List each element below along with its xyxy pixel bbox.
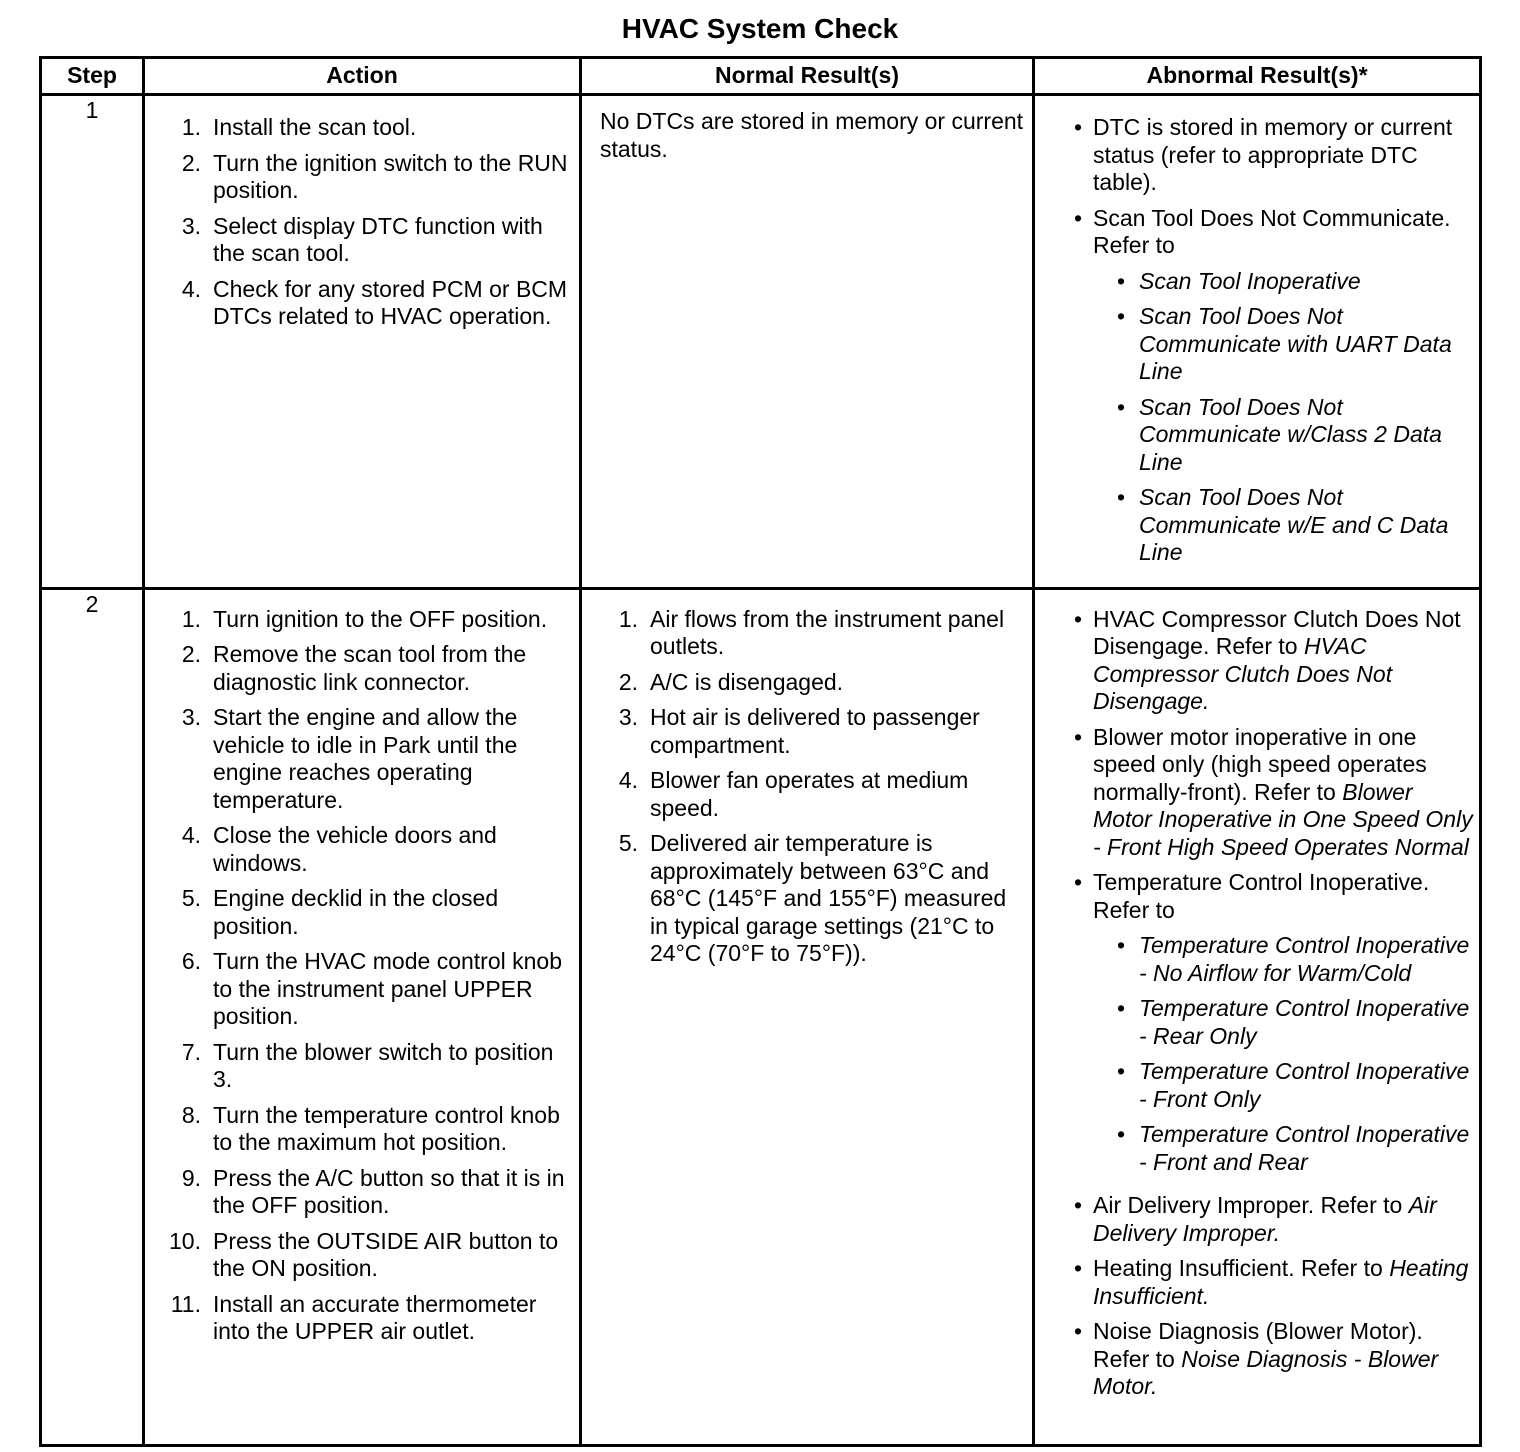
bullet-icon: • — [1073, 1318, 1083, 1344]
list-item: 4. Blower fan operates at medium speed. — [618, 767, 969, 821]
bullet-icon: • — [1073, 1255, 1083, 1281]
reference-link: Scan Tool Does Not Communicate with UART Data Line — [1139, 303, 1452, 384]
list-item: • Noise Diagnosis (Blower Motor). Refer to Noise Diagnosis - Blower Motor. — [1049, 1318, 1473, 1401]
abnormal-result-cell — [1034, 588, 1481, 1445]
bullet-icon: • — [1116, 1058, 1125, 1084]
bullet-icon: • — [1073, 605, 1083, 632]
list-item: • Heating Insufficient. Refer to Heating Insufficient. — [1049, 1255, 1473, 1310]
list-item: • Temperature Control Inoperative. Refer to • Temperature Control Inoperative - No Airflow for Warm/Cold • Temperature Control Inoperative - Rear Only • Temperature Control Inoperative - Front Only • Temperature Control Inoperative - Front and Rear — [1049, 869, 1473, 1184]
abnormal-list — [1049, 606, 1473, 1401]
step-number: 2 — [41, 588, 144, 1445]
list-item: 3. Hot air is delivered to passenger compartment. — [618, 704, 980, 758]
bullet-icon: • — [1116, 484, 1125, 510]
normal-result-cell — [581, 95, 1034, 589]
action-list — [159, 606, 573, 1346]
sub-list — [1093, 268, 1473, 567]
action-cell — [144, 588, 581, 1445]
list-item — [1049, 394, 1473, 477]
bullet-icon: • — [1073, 869, 1083, 895]
list-item — [1049, 268, 1473, 296]
list-item: 2. Remove the scan tool from the diagnostic link connector. — [181, 641, 527, 695]
step-number: 1 — [41, 95, 144, 589]
list-item: 5. Delivered air temperature is approximately between 63°C and 68°C (145°F and 155°F) measured in typical garage settings (21°C to 24°C (70°F to 75°F)). — [618, 830, 1007, 966]
abnormal-result-cell — [1034, 95, 1481, 589]
table-row-step-1 — [41, 95, 1481, 589]
bullet-icon: • — [1116, 393, 1125, 420]
bullet-icon: • — [1116, 932, 1125, 958]
reference-link: HVAC Compressor Clutch Does Not Disengage. — [1093, 633, 1393, 714]
bullet-icon: • — [1073, 204, 1083, 231]
reference-link: Temperature Control Inoperative - Rear Only — [1139, 995, 1470, 1049]
list-item: 3. Start the engine and allow the vehicle to idle in Park until the engine reaches operating temperature. — [181, 704, 518, 813]
list-item — [1049, 1058, 1473, 1113]
bullet-icon: • — [1073, 114, 1083, 140]
list-item: 8. Turn the temperature control knob to the maximum hot position. — [181, 1101, 560, 1155]
table-row-step-2 — [41, 588, 1481, 1445]
reference-link: Temperature Control Inoperative - Front and Rear — [1139, 1121, 1470, 1175]
header-normal-results: Normal Result(s) — [581, 58, 1034, 95]
list-item: 5. Engine decklid in the closed position. — [181, 885, 499, 939]
list-item: 1. Air flows from the instrument panel outlets. — [618, 605, 1005, 659]
normal-result-text: No DTCs are stored in memory or current status. — [600, 108, 1024, 162]
bullet-icon: • — [1073, 1192, 1083, 1218]
list-item: • DTC is stored in memory or current status (refer to appropriate DTC table). — [1049, 114, 1473, 197]
list-item: 1. Install the scan tool. — [181, 114, 417, 140]
list-item: • Air Delivery Improper. Refer to Air Delivery Improper. — [1049, 1192, 1473, 1247]
bullet-icon: • — [1116, 303, 1125, 329]
list-item: 11. Install an accurate thermometer into the UPPER air outlet. — [170, 1290, 537, 1344]
action-list — [159, 114, 573, 331]
bullet-icon: • — [1116, 267, 1125, 294]
list-item: • HVAC Compressor Clutch Does Not Disengage. Refer to HVAC Compressor Clutch Does Not Disengage. — [1049, 606, 1473, 716]
list-item: 9. Press the A/C button so that it is in the OFF position. — [181, 1164, 565, 1218]
list-item — [1049, 932, 1473, 987]
list-item: 7. Turn the blower switch to position 3. — [181, 1038, 554, 1092]
list-item — [1049, 995, 1473, 1050]
list-item: • Blower motor inoperative in one speed only (high speed operates normally-front). Refer to Blower Motor Inoperative in One Speed Only - Front High Speed Operates Normal — [1049, 724, 1473, 862]
action-cell — [144, 95, 581, 589]
normal-result-cell — [581, 588, 1034, 1445]
header-row — [41, 58, 1481, 95]
reference-link: Scan Tool Does Not Communicate w/E and C Data Line — [1139, 484, 1449, 565]
hvac-check-table — [39, 56, 1482, 1447]
list-item: 1. Turn ignition to the OFF position. — [181, 605, 548, 632]
list-item: 6. Turn the HVAC mode control knob to the instrument panel UPPER position. — [181, 948, 562, 1029]
reference-link: Noise Diagnosis - Blower Motor. — [1093, 1345, 1439, 1399]
bullet-icon: • — [1116, 995, 1125, 1021]
list-item: • Scan Tool Does Not Communicate. Refer to • Scan Tool Inoperative • Scan Tool Does Not Communicate with UART Data Line • Scan Tool Does Not Communicate w/Class 2 Data Line • Scan Tool Does Not Communicate w/E and C Data Line — [1049, 205, 1473, 575]
reference-link: Air Delivery Improper. — [1093, 1192, 1437, 1246]
reference-link: Scan Tool Inoperative — [1139, 267, 1361, 294]
list-item: 4. Check for any stored PCM or BCM DTCs related to HVAC operation. — [181, 275, 568, 329]
abnormal-list — [1049, 114, 1473, 575]
normal-result-list — [596, 606, 1026, 968]
reference-link: Heating Insufficient. — [1093, 1255, 1469, 1309]
bullet-icon: • — [1116, 1121, 1125, 1147]
list-item — [1049, 1121, 1473, 1176]
list-item — [1049, 484, 1473, 567]
list-item: 2. Turn the ignition switch to the RUN position. — [181, 149, 568, 203]
list-item: 10. Press the OUTSIDE AIR button to the ON position. — [169, 1227, 559, 1281]
list-item: 3. Select display DTC function with the scan tool. — [181, 212, 543, 266]
header-abnormal-results: Abnormal Result(s)* — [1034, 58, 1481, 95]
page-title: HVAC System Check — [621, 13, 899, 44]
reference-link: Temperature Control Inoperative - No Airflow for Warm/Cold — [1139, 932, 1470, 986]
reference-link: Scan Tool Does Not Communicate w/Class 2 Data Line — [1139, 393, 1442, 475]
list-item — [1049, 303, 1473, 386]
list-item: 4. Close the vehicle doors and windows. — [181, 822, 497, 876]
bullet-icon: • — [1073, 723, 1083, 750]
sub-list — [1093, 932, 1473, 1176]
header-action: Action — [144, 58, 581, 95]
reference-link: Blower Motor Inoperative in One Speed Only - Front High Speed Operates Normal — [1093, 778, 1473, 860]
list-item: 2. A/C is disengaged. — [618, 668, 844, 695]
reference-link: Temperature Control Inoperative - Front Only — [1139, 1058, 1470, 1112]
header-step: Step — [41, 58, 144, 95]
